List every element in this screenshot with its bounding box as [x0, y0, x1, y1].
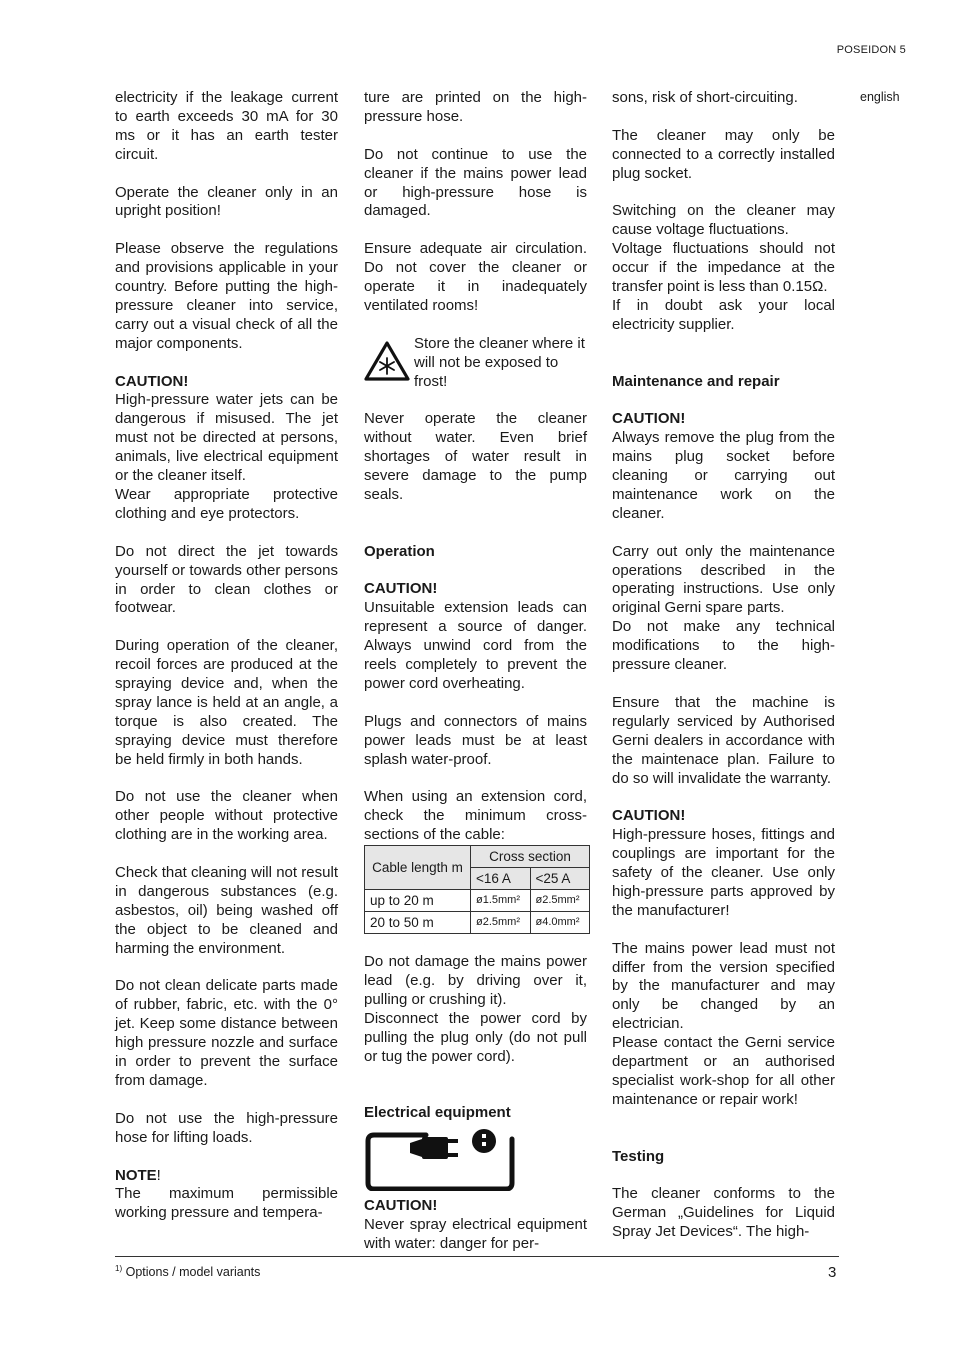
paragraph: ture are printed on the high-pressure hose.	[364, 89, 587, 125]
table-header-cross: Cross section	[471, 846, 590, 868]
note-label: NOTE	[115, 1166, 157, 1184]
paragraph: Plugs and connectors of mains power leads must be at least splash water-proof.	[364, 712, 587, 768]
table-header-length: Cable length m	[365, 846, 471, 890]
column-3	[612, 89, 835, 1242]
note-exclamation: !	[156, 1166, 161, 1184]
note-heading	[115, 1167, 338, 1186]
paragraph: The cleaner may only be connected to a correctly installed plug socket.	[612, 126, 835, 182]
table-cell: 20 to 50 m	[365, 912, 471, 934]
footer-divider	[115, 1256, 839, 1257]
caution-label: CAUTION!	[364, 580, 438, 598]
footnote	[115, 1264, 260, 1279]
table-cell: up to 20 m	[365, 890, 471, 912]
table-cell: ø1.5mm²	[471, 890, 531, 912]
paragraph: Unsuitable extension leads can represent a source of danger. Always unwind cord from the reels completely to prevent the power cord overheating.	[364, 599, 587, 692]
paragraph: Wear appropriate protective clothing and eye protectors.	[115, 485, 338, 522]
language-label: english	[860, 90, 900, 104]
operation-heading: Operation	[364, 542, 435, 560]
cable-cross-section-table	[364, 845, 590, 934]
paragraph: Ensure that the machine is regularly serviced by Authorised Gerni dealers in accordance with the maintenace plan. Failure to do so will invalidate the warranty.	[612, 693, 835, 787]
paragraph: Always remove the plug from the mains plug socket before cleaning or carrying out maintenance work on the cleaner.	[612, 429, 835, 522]
caution-label: CAUTION!	[612, 807, 686, 825]
paragraph: The mains power lead must not differ from the version specified by the manufacturer and may only be changed by an electrician.	[612, 939, 835, 1033]
footnote-text: Options / model variants	[125, 1265, 261, 1280]
paragraph: sons, risk of short-circuiting.	[612, 89, 798, 106]
paragraph: Disconnect the power cord by pulling the plug only (do not pull or tug the power cord).	[364, 1009, 587, 1065]
model-name: POSEIDON 5	[836, 44, 906, 56]
paragraph: The maximum permissible working pressure and tempera-	[115, 1185, 338, 1222]
paragraph: Switching on the cleaner may cause voltage fluctuations.	[612, 202, 835, 239]
paragraph: Never spray electrical equipment with water: danger for per-	[364, 1216, 587, 1252]
table-header-16a: <16 A	[471, 868, 531, 890]
paragraph: electricity if the leakage current to earth exceeds 30 mA for 30 ms or it has an earth tester circuit.	[115, 89, 338, 163]
paragraph: Do not use the cleaner when other people without protective clothing are in the working area.	[115, 788, 338, 844]
paragraph: Operate the cleaner only in an upright position!	[115, 183, 338, 220]
frost-warning	[364, 335, 587, 392]
paragraph: If in doubt ask your local electricity supplier.	[612, 296, 835, 333]
table-row	[365, 890, 590, 912]
column-2	[364, 89, 587, 1254]
paragraph: Check that cleaning will not result in dangerous substances (e.g. asbestos, oil) being washed off the object to be cleaned and harming the environment.	[115, 864, 338, 957]
electrical-plug-icon	[364, 1127, 516, 1191]
paragraph: Do not continue to use the cleaner if the mains power lead or high-pressure hose is damaged.	[364, 145, 587, 220]
frost-warning-icon	[364, 341, 410, 381]
paragraph: Voltage fluctuations should not occur if the impedance at the transfer point is less than 0.15Ω.	[612, 240, 835, 296]
caution-label: CAUTION!	[115, 372, 189, 390]
paragraph: Carry out only the maintenance operations described in the operating instructions. Use only original Gerni spare parts.	[612, 542, 835, 617]
table-cell: ø2.5mm²	[530, 890, 590, 912]
table-cell: ø4.0mm²	[530, 912, 590, 934]
paragraph: Do not damage the mains power lead (e.g. by driving over it, pulling or crushing it).	[364, 953, 587, 1008]
paragraph: When using an extension cord, check the minimum cross-sections of the cable:	[364, 788, 587, 844]
frost-text: Store the cleaner where it will not be exposed to frost!	[414, 334, 585, 390]
footnote-mark: 1)	[115, 1264, 123, 1273]
page-number: 3	[828, 1264, 837, 1281]
testing-heading: Testing	[612, 1147, 665, 1165]
column-1	[115, 89, 338, 1223]
paragraph: Do not direct the jet towards yourself or towards other persons in order to clean clothes or footwear.	[115, 542, 338, 617]
paragraph: Never operate the cleaner without water. Even brief shortages of water result in severe damage to the pump seals.	[364, 410, 587, 503]
electrical-heading: Electrical equipment	[364, 1104, 511, 1122]
maintenance-heading: Maintenance and repair	[612, 372, 780, 390]
paragraph: Do not make any technical modifications to the high-pressure cleaner.	[612, 618, 835, 674]
paragraph: High-pressure hoses, fittings and couplings are important for the safety of the cleaner. Use only high-pressure parts approved by the manufacturer!	[612, 826, 835, 919]
paragraph: Do not clean delicate parts made of rubber, fabric, etc. with the 0° jet. Keep some distance between high pressure nozzle and surface in order to prevent the surface from damage.	[115, 977, 338, 1089]
table-cell: ø2.5mm²	[471, 912, 531, 934]
caution-label: CAUTION!	[612, 410, 686, 428]
paragraph: The cleaner conforms to the German „Guidelines for Liquid Spray Jet Devices“. The high-	[612, 1185, 835, 1241]
table-header-25a: <25 A	[530, 868, 590, 890]
paragraph: High-pressure water jets can be dangerous if misused. The jet must not be directed at persons, animals, live electrical equipment or the cleaner itself.	[115, 391, 338, 485]
paragraph: Do not use the high-pressure hose for lifting loads.	[115, 1109, 338, 1146]
table-row	[365, 912, 590, 934]
paragraph: Please contact the Gerni service department or an authorised specialist work-shop for all other maintenance or repair work!	[612, 1034, 835, 1108]
paragraph: Please observe the regulations and provisions applicable in your country. Before putting the high-pressure cleaner into service, carry out a visual check of all the major components.	[115, 240, 338, 352]
paragraph: Ensure adequate air circulation. Do not cover the cleaner or operate it in inadequately ventilated rooms!	[364, 240, 587, 314]
paragraph: During operation of the cleaner, recoil forces are produced at the spraying device and, when the spray lance is held at an angle, a torque is also created. The spraying device must therefore be held firmly in both hands.	[115, 637, 338, 768]
caution-label: CAUTION!	[364, 1197, 438, 1215]
